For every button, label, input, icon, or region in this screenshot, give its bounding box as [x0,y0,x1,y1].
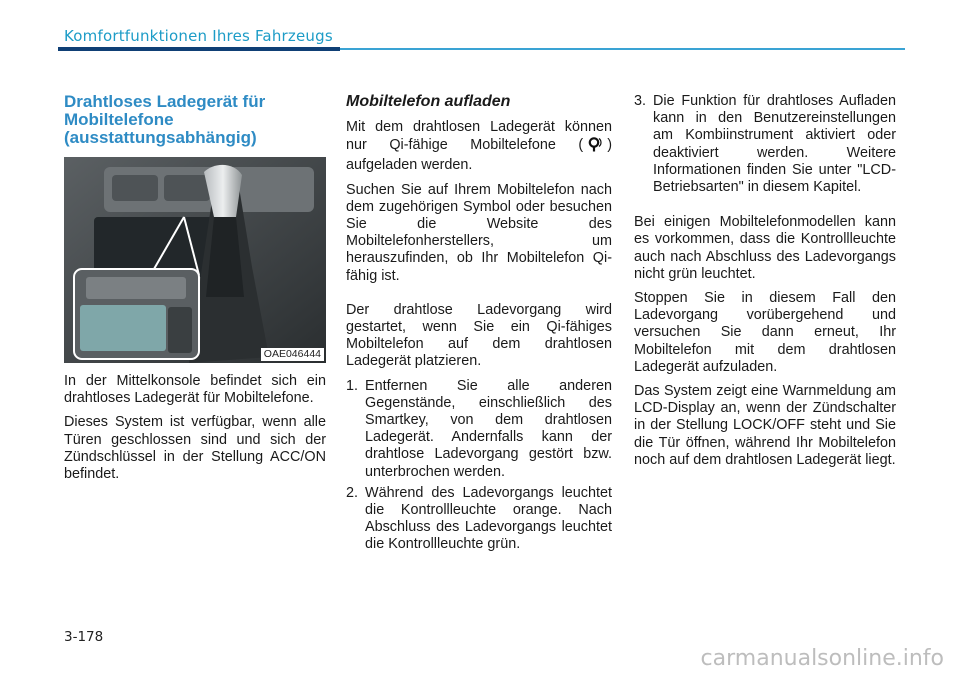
steps-list [346,378,612,554]
paragraph: Stoppen Sie in diesem Fall den Ladevorgang vorübergehend und versuchen Sie dann erneut, Ihr Mobiltelefon mit dem drahtlosen Ladegerät aufzuladen. [634,290,896,375]
list-number: 2. [346,484,359,501]
header-title: Komfortfunktionen Ihres Fahrzeugs [64,27,333,45]
list-text: Entfernen Sie alle anderen Gegenstände, einschließlich des Smartkey, von dem drahtlosen Ladegerät. Andernfalls kann der drahtlose Ladevorgang gestört bzw. unterbrochen werden. [365,377,612,480]
steps-list-continued [634,93,896,196]
paragraph: In der Mittelkonsole befindet sich ein drahtloses Ladegerät für Mobiltelefone. [64,373,326,407]
column-right [634,93,896,476]
list-number: 3. [634,93,647,109]
list-text: Während des Ladevorgangs leuchtet die Kontrollleuchte orange. Nach Abschluss des Ladevorgangs leuchtet die Kontrollleuchte grün. [365,484,612,553]
section-heading: Drahtloses Ladegerät für Mobiltelefone (ausstattungsabhängig) [64,92,266,147]
qi-wireless-charging-icon [587,136,603,157]
paragraph: Das System zeigt eine Warnmeldung am LCD-Display an, wenn der Zündschalter in der Stellung LOCK/OFF steht und Sie die Tür öffnen, während Ihr Mobiltelefon noch auf dem drahtlosen Ladegerät liegt. [634,383,896,468]
paragraph: Suchen Sie auf Ihrem Mobiltelefon nach dem zugehörigen Symbol oder besuchen Sie die Website des Mobiltelefonherstellers, um herauszufinden, ob Ihr Mobiltelefon Qi-fähig ist. [346,181,612,284]
paragraph-text: Mit dem drahtlosen Ladegerät können nur Qi-fähige Mobiltelefone ( [346,119,612,154]
console-photo [64,157,326,363]
header-rule-thick [58,47,340,51]
column-left [64,93,326,490]
paragraph-text: ) aufgeladen werden. [346,137,612,174]
list-text: Die Funktion für drahtloses Aufladen kann in den Benutzereinstellungen am Kombiinstrument aktiviert oder deaktiviert werden. Weitere Informationen finden Sie unter "LCD-Betriebsarten" in diesem Kapitel. [653,93,896,196]
sub-heading: Mobiltelefon aufladen [346,93,511,110]
figure-code: OAE046444 [261,348,324,361]
watermark: carmanualsonline.info [700,646,944,671]
header-rule-thin [340,48,905,50]
paragraph: Bei einigen Mobiltelefonmodellen kann es vorkommen, dass die Kontrollleuchte auch nach Abschluss des Ladevorgangs nicht grün leuchtet. [634,214,896,282]
list-item [346,485,612,554]
paragraph-qi [346,119,612,175]
column-middle [346,93,612,562]
paragraph: Dieses System ist verfügbar, wenn alle Türen geschlossen sind und sich der Zündschlüssel in der Stellung ACC/ON befindet. [64,414,326,483]
list-number: 1. [346,377,359,394]
center-console-illustration [64,157,326,363]
paragraph: Der drahtlose Ladevorgang wird gestartet, wenn Sie ein Qi-fähiges Mobiltelefon auf dem drahtlosen Ladegerät platzieren. [346,301,612,370]
list-item [634,93,896,196]
page-number: 3-178 [64,629,104,645]
list-item [346,378,612,481]
